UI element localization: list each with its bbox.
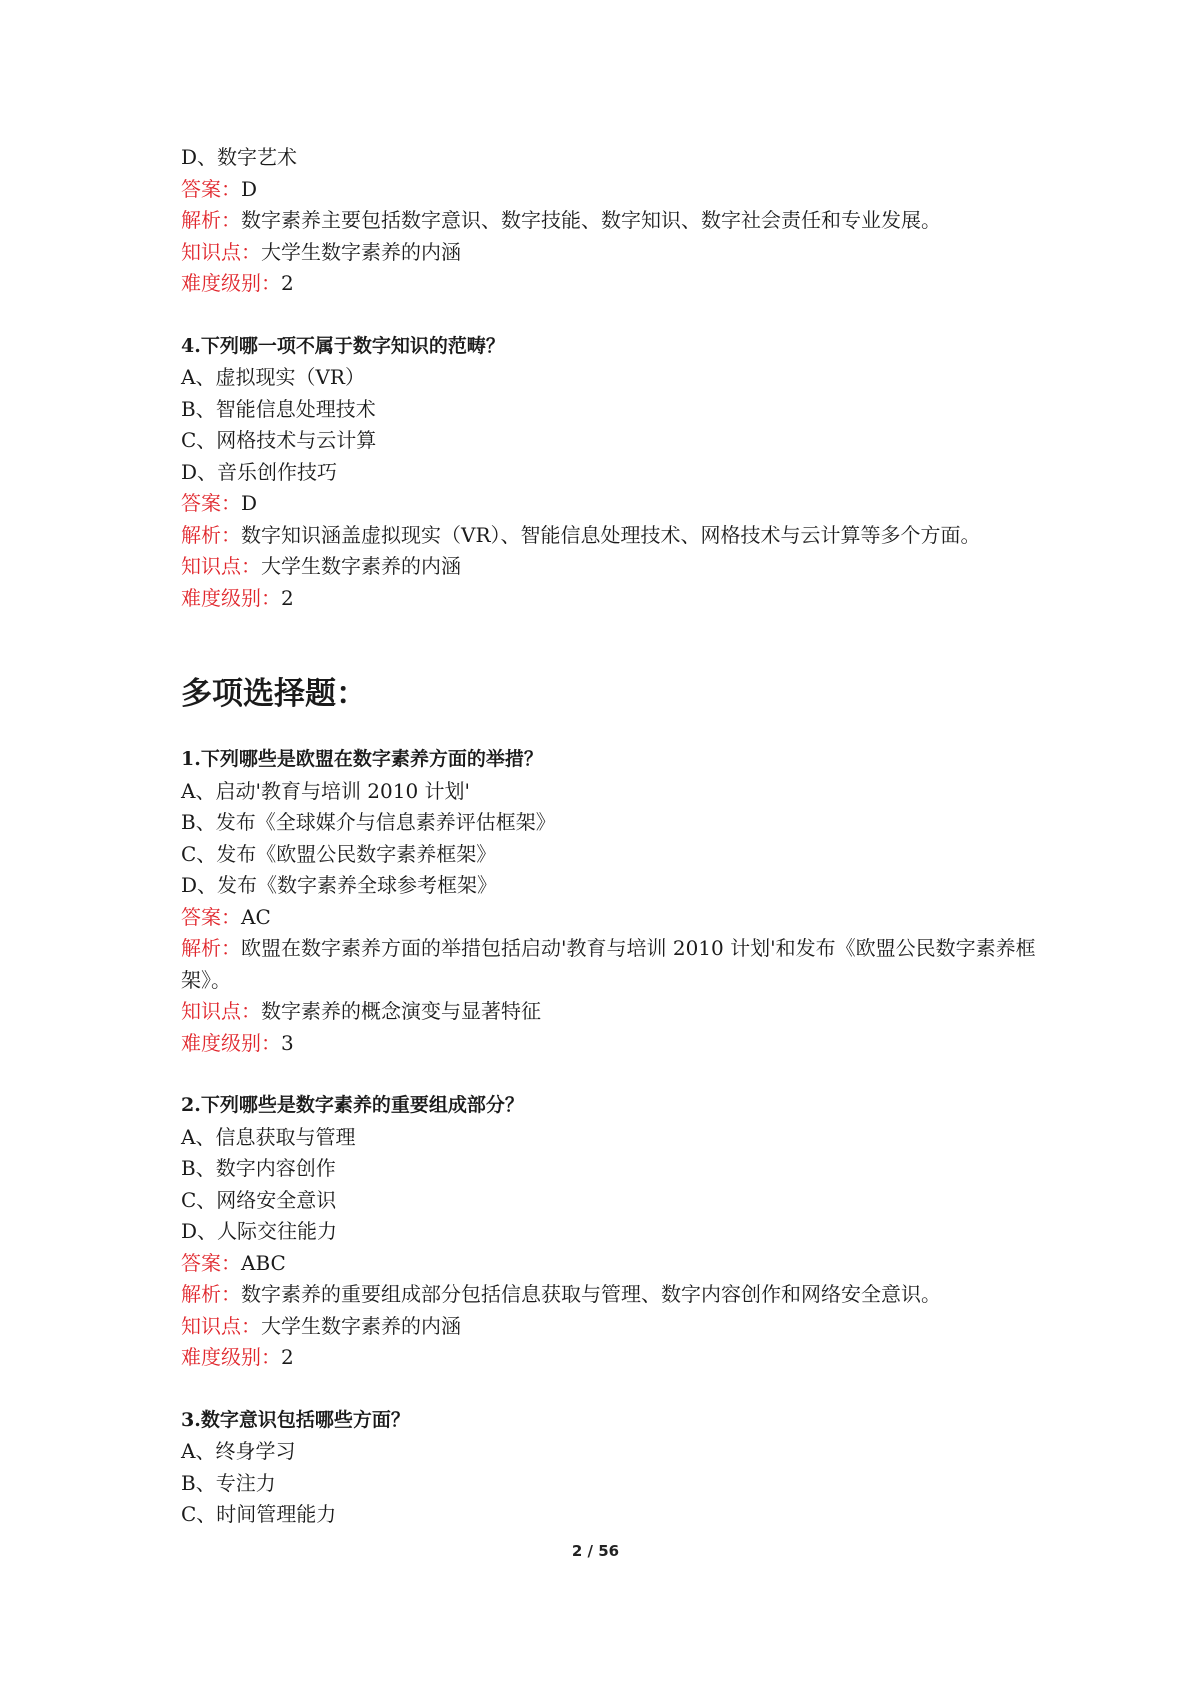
difficulty-value: 2 xyxy=(281,1345,294,1369)
knowledge-line xyxy=(181,996,1041,1028)
answer-line xyxy=(181,902,1041,934)
analysis-text: 欧盟在数字素养方面的举措包括启动'教育与培训 2010 计划'和发布《欧盟公民数字素养框架》。 xyxy=(181,936,1036,992)
answer-label: 答案： xyxy=(181,904,241,929)
analysis-line xyxy=(181,205,1041,237)
option-b: B、发布《全球媒介与信息素养评估框架》 xyxy=(181,810,556,834)
question-title: 1.下列哪些是欧盟在数字素养方面的举措？ xyxy=(181,748,543,770)
analysis-text: 数字知识涵盖虚拟现实（VR）、智能信息处理技术、网格技术与云计算等多个方面。 xyxy=(241,522,981,547)
option-c: C、时间管理能力 xyxy=(181,1502,337,1526)
knowledge-label: 知识点： xyxy=(181,239,261,264)
knowledge-label: 知识点： xyxy=(181,1313,261,1338)
difficulty-label: 难度级别： xyxy=(181,585,281,610)
section-title: 多项选择题： xyxy=(181,676,367,712)
question-title: 2.下列哪些是数字素养的重要组成部分？ xyxy=(181,1094,524,1116)
analysis-line xyxy=(181,933,1041,996)
answer-line xyxy=(181,488,1041,520)
option-b: B、数字内容创作 xyxy=(181,1156,336,1180)
answer-value: ABC xyxy=(241,1250,286,1275)
difficulty-value: 3 xyxy=(281,1030,294,1055)
option-b: B、智能信息处理技术 xyxy=(181,396,376,421)
option-a: A、信息获取与管理 xyxy=(181,1124,356,1149)
page-number: 2 / 56 xyxy=(571,1542,620,1560)
knowledge-label: 知识点： xyxy=(181,554,261,578)
option-a: A、虚拟现实（VR） xyxy=(181,365,365,389)
question-block xyxy=(181,331,1041,615)
difficulty-value: 2 xyxy=(281,271,294,295)
knowledge-label: 知识点： xyxy=(181,999,261,1023)
option-d: D、人际交往能力 xyxy=(181,1219,338,1243)
difficulty-label: 难度级别： xyxy=(181,1030,281,1055)
analysis-label: 解析： xyxy=(181,208,241,232)
option-c: C、发布《欧盟公民数字素养框架》 xyxy=(181,841,497,866)
answer-value: D xyxy=(241,176,258,201)
option-c: C、网格技术与云计算 xyxy=(181,428,377,452)
knowledge-text: 大学生数字素养的内涵 xyxy=(261,239,461,264)
option-d: D、发布《数字素养全球参考框架》 xyxy=(181,873,498,897)
knowledge-line xyxy=(181,237,1041,269)
answer-label: 答案： xyxy=(181,176,241,201)
answer-value: D xyxy=(241,491,258,515)
question-title: 4.下列哪一项不属于数字知识的范畴？ xyxy=(181,334,505,357)
document-page xyxy=(181,142,1041,1531)
analysis-text: 数字素养主要包括数字意识、数字技能、数字知识、数字社会责任和专业发展。 xyxy=(241,208,941,232)
analysis-label: 解析： xyxy=(181,522,241,547)
question-block xyxy=(181,1090,1041,1374)
question-title: 3.数字意识包括哪些方面？ xyxy=(181,1408,410,1431)
analysis-label: 解析： xyxy=(181,1282,241,1306)
difficulty-value: 2 xyxy=(281,585,294,610)
option-b: B、专注力 xyxy=(181,1470,276,1495)
answer-label: 答案： xyxy=(181,491,241,515)
knowledge-line xyxy=(181,1311,1041,1343)
analysis-line xyxy=(181,1279,1041,1311)
knowledge-text: 大学生数字素养的内涵 xyxy=(261,1313,461,1338)
analysis-line xyxy=(181,520,1041,552)
answer-line xyxy=(181,174,1041,206)
answer-label: 答案： xyxy=(181,1250,241,1275)
difficulty-line xyxy=(181,268,1041,300)
option-a: A、启动'教育与培训 2010 计划' xyxy=(181,778,471,803)
difficulty-label: 难度级别： xyxy=(181,271,281,295)
option-d: D、数字艺术 xyxy=(181,145,298,169)
question-block xyxy=(181,744,1041,1059)
difficulty-line xyxy=(181,1342,1041,1374)
prev-question-block xyxy=(181,142,1041,300)
question-block xyxy=(181,1405,1041,1531)
knowledge-text: 数字素养的概念演变与显著特征 xyxy=(261,999,541,1023)
analysis-text: 数字素养的重要组成部分包括信息获取与管理、数字内容创作和网络安全意识。 xyxy=(241,1282,941,1306)
knowledge-line xyxy=(181,551,1041,583)
option-d: D、音乐创作技巧 xyxy=(181,459,338,484)
answer-line xyxy=(181,1248,1041,1280)
knowledge-text: 大学生数字素养的内涵 xyxy=(261,554,461,578)
difficulty-line xyxy=(181,583,1041,615)
difficulty-line xyxy=(181,1028,1041,1060)
answer-value: AC xyxy=(241,904,271,929)
option-c: C、网络安全意识 xyxy=(181,1187,337,1212)
analysis-label: 解析： xyxy=(181,936,241,960)
difficulty-label: 难度级别： xyxy=(181,1345,281,1369)
option-a: A、终身学习 xyxy=(181,1439,296,1463)
